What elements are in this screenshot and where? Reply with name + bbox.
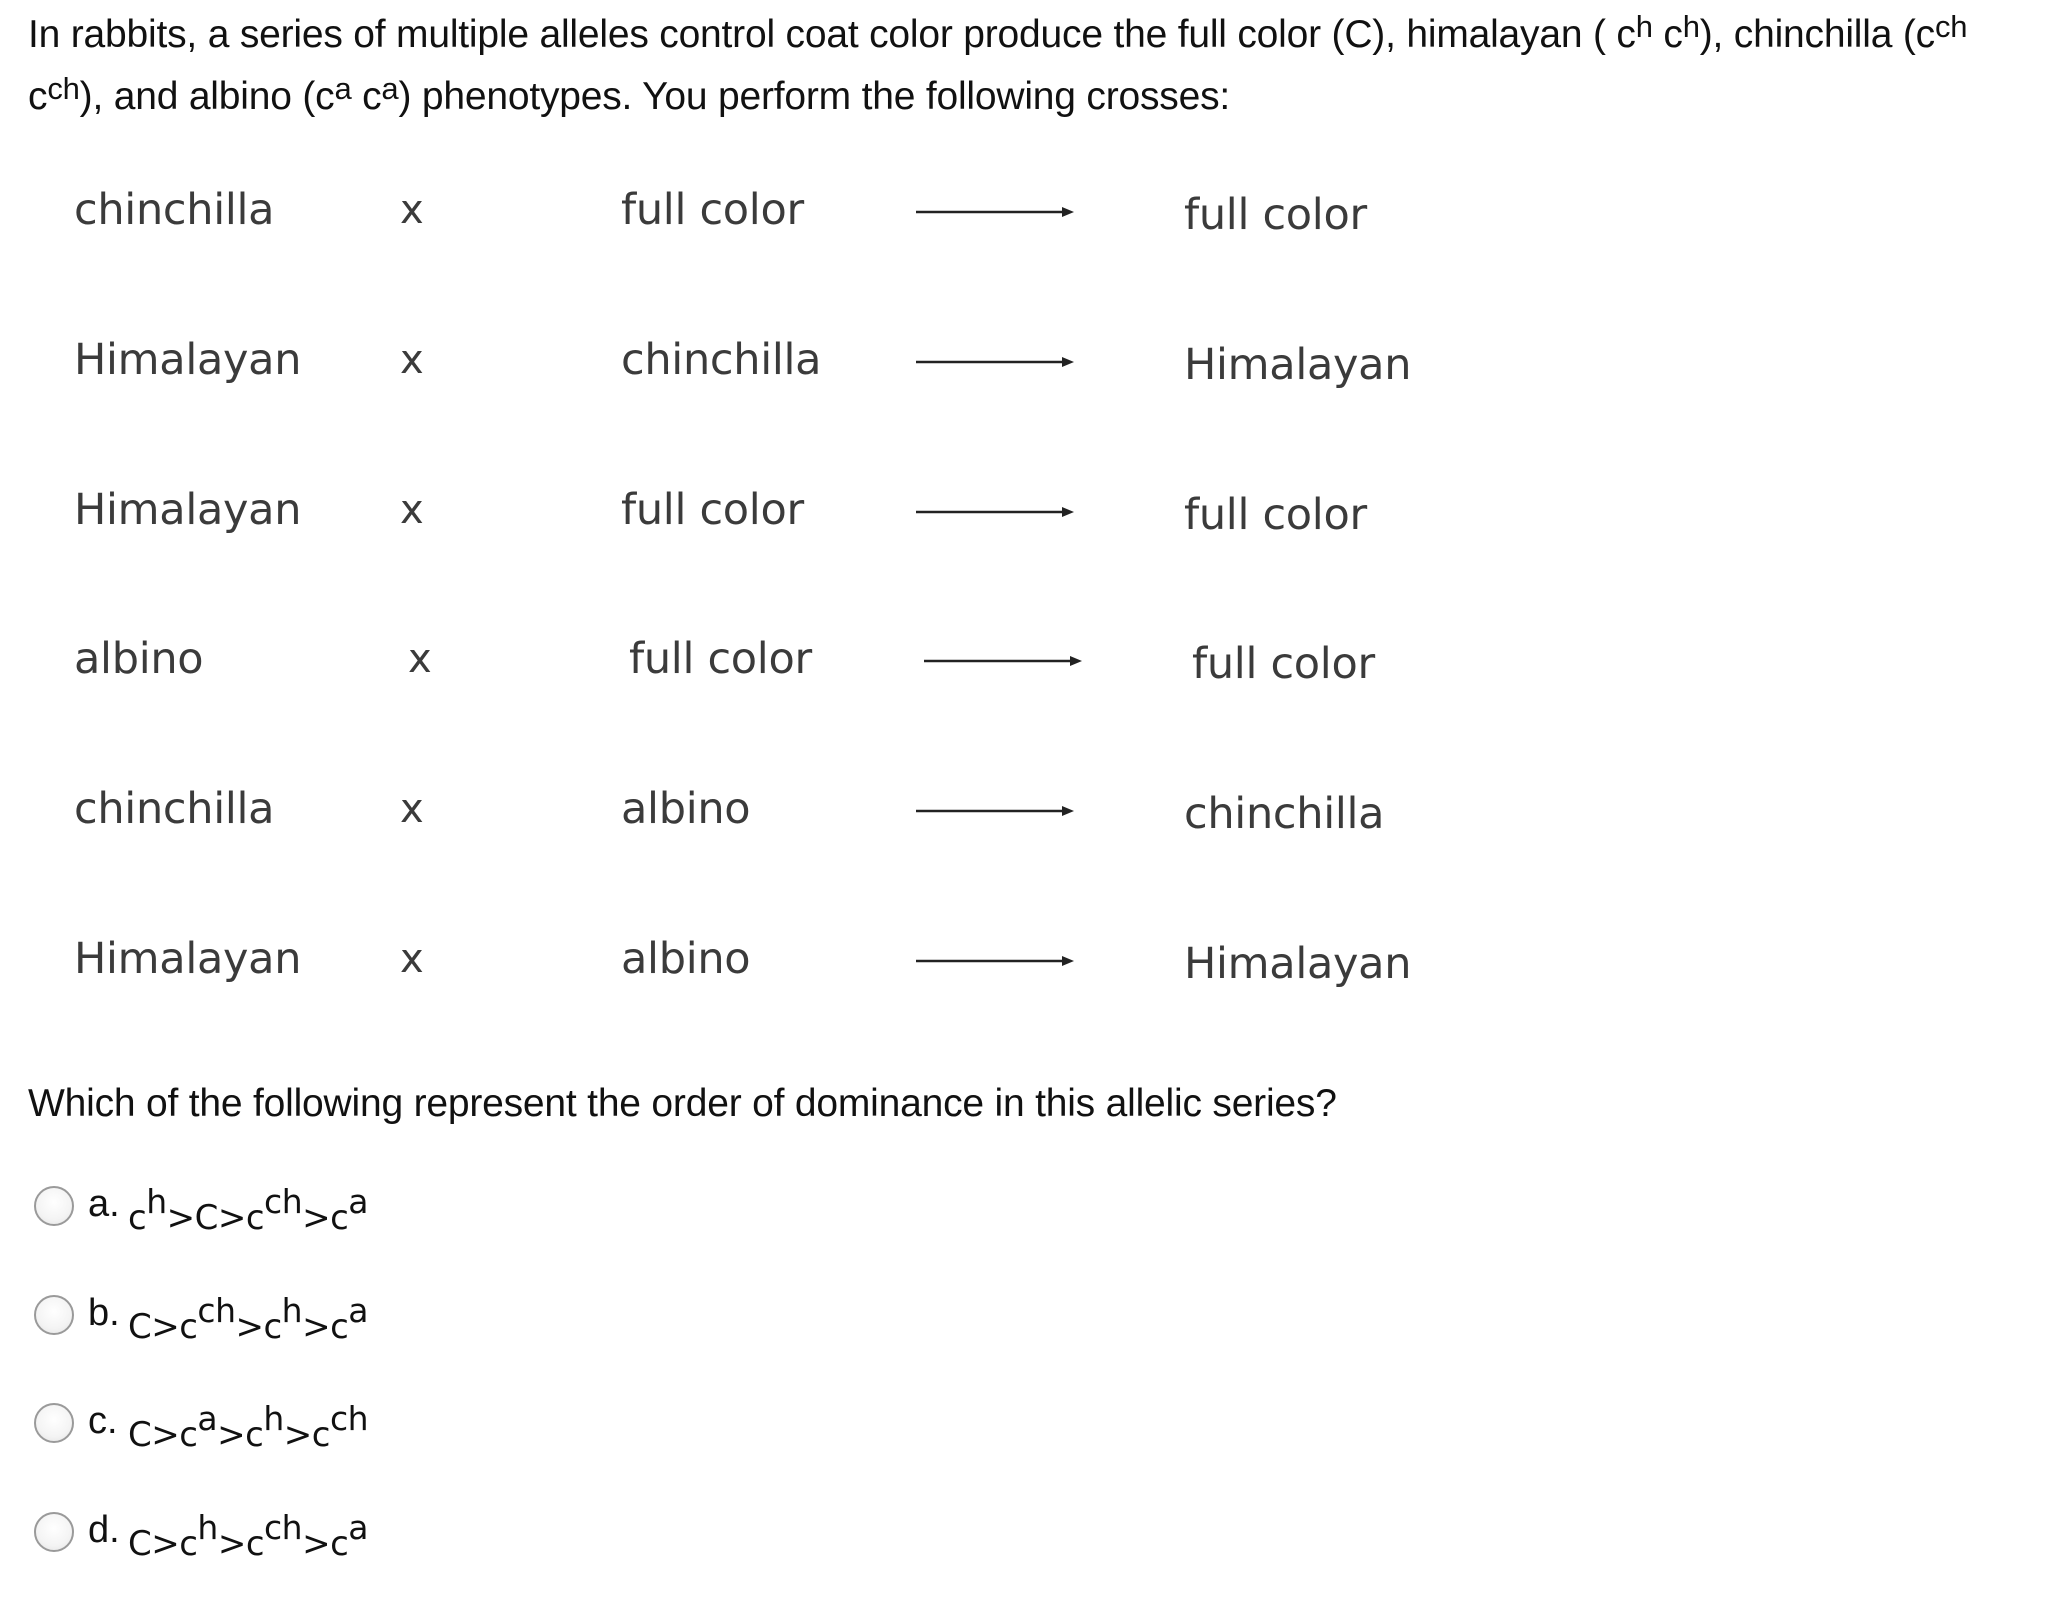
cross-row xyxy=(0,929,1500,989)
option-letter: b. xyxy=(88,1292,120,1334)
cross-symbol: x xyxy=(400,936,424,982)
formula-text: >c xyxy=(235,1307,282,1347)
formula-superscript: a xyxy=(348,1182,369,1221)
option-c[interactable] xyxy=(34,1391,834,1461)
offspring: chinchilla xyxy=(1184,789,1385,839)
arrow-icon xyxy=(916,356,1076,368)
cross-row xyxy=(0,629,1500,689)
formula-superscript: a xyxy=(348,1291,369,1330)
offspring: full color xyxy=(1192,639,1375,689)
offspring: Himalayan xyxy=(1184,340,1412,390)
cross-row xyxy=(0,779,1500,839)
arrow-icon xyxy=(916,955,1076,967)
formula-text: >C>c xyxy=(166,1198,265,1238)
formula-superscript: ch xyxy=(264,1182,303,1221)
formula-text: >c xyxy=(302,1198,349,1238)
cross-symbol: x xyxy=(400,487,424,533)
parent2: full color xyxy=(621,485,804,535)
parent1: Himalayan xyxy=(74,335,302,385)
formula-superscript: h xyxy=(146,1182,167,1221)
formula-superscript: ch xyxy=(197,1291,236,1330)
offspring: full color xyxy=(1184,190,1367,240)
formula-text: >c xyxy=(302,1307,349,1347)
option-formula xyxy=(128,1399,369,1465)
formula-superscript: h xyxy=(281,1291,303,1330)
cross-row xyxy=(0,330,1500,390)
cross-row xyxy=(0,480,1500,540)
allele-superscript: h xyxy=(1635,9,1653,44)
formula-text: >c xyxy=(217,1415,264,1455)
formula-superscript: a xyxy=(348,1508,369,1547)
intro-text: ), chinchilla (c xyxy=(1699,13,1935,56)
formula-text: >c xyxy=(217,1524,265,1564)
arrow-icon xyxy=(916,506,1076,518)
option-formula xyxy=(128,1182,369,1248)
radio-button[interactable] xyxy=(34,1186,74,1226)
arrow-icon xyxy=(916,805,1076,817)
formula-text: >c xyxy=(283,1415,330,1455)
parent2: albino xyxy=(621,934,751,984)
allele-superscript: ch xyxy=(47,71,80,106)
question-intro xyxy=(28,4,2018,128)
radio-button[interactable] xyxy=(34,1512,74,1552)
option-a[interactable] xyxy=(34,1174,834,1244)
parent2: full color xyxy=(621,185,804,235)
intro-text: c xyxy=(1652,13,1683,56)
option-b[interactable] xyxy=(34,1283,834,1353)
intro-text: c xyxy=(351,75,382,118)
formula-superscript: ch xyxy=(264,1508,303,1547)
offspring: full color xyxy=(1184,490,1367,540)
intro-text: ) phenotypes. You perform the following crosses: xyxy=(398,75,1231,118)
option-d[interactable] xyxy=(34,1500,834,1570)
arrow-icon xyxy=(916,206,1076,218)
formula-superscript: a xyxy=(197,1399,218,1438)
formula-text: >c xyxy=(302,1524,349,1564)
allele-superscript: ch xyxy=(1934,9,1968,44)
formula-text: C>c xyxy=(128,1415,198,1455)
formula-text: C>c xyxy=(128,1307,198,1347)
radio-button[interactable] xyxy=(34,1403,74,1443)
allele-superscript: h xyxy=(1682,9,1700,44)
radio-button[interactable] xyxy=(34,1295,74,1335)
parent1: Himalayan xyxy=(74,934,302,984)
option-letter: c. xyxy=(88,1400,118,1442)
arrow-icon xyxy=(924,655,1084,667)
offspring: Himalayan xyxy=(1184,939,1412,989)
cross-symbol: x xyxy=(400,337,424,383)
intro-text: In rabbits, a series of multiple alleles control coat color produce the full color (C), himalayan ( c xyxy=(28,13,1636,56)
intro-text: c xyxy=(28,75,48,118)
formula-superscript: ch xyxy=(329,1399,369,1438)
parent1: Himalayan xyxy=(74,485,302,535)
cross-symbol: x xyxy=(408,636,432,682)
intro-text: ), and albino (c xyxy=(79,75,335,118)
option-formula xyxy=(128,1508,369,1574)
allele-superscript: a xyxy=(334,71,352,106)
cross-symbol: x xyxy=(400,786,424,832)
formula-superscript: h xyxy=(197,1508,218,1547)
allele-superscript: a xyxy=(381,71,399,106)
question-text: Which of the following represent the order of dominance in this allelic series? xyxy=(28,1082,1337,1125)
formula-superscript: h xyxy=(263,1399,284,1438)
parent2: albino xyxy=(621,784,751,834)
parent2: full color xyxy=(629,634,812,684)
option-letter: a. xyxy=(88,1183,120,1225)
parent2: chinchilla xyxy=(621,335,822,385)
formula-text: C>c xyxy=(128,1524,198,1564)
cross-symbol: x xyxy=(400,187,424,233)
option-formula xyxy=(128,1291,369,1357)
parent1: chinchilla xyxy=(74,185,275,235)
parent1: albino xyxy=(74,634,204,684)
option-letter: d. xyxy=(88,1509,120,1551)
formula-text: c xyxy=(128,1198,147,1238)
cross-row xyxy=(0,180,1500,240)
parent1: chinchilla xyxy=(74,784,275,834)
